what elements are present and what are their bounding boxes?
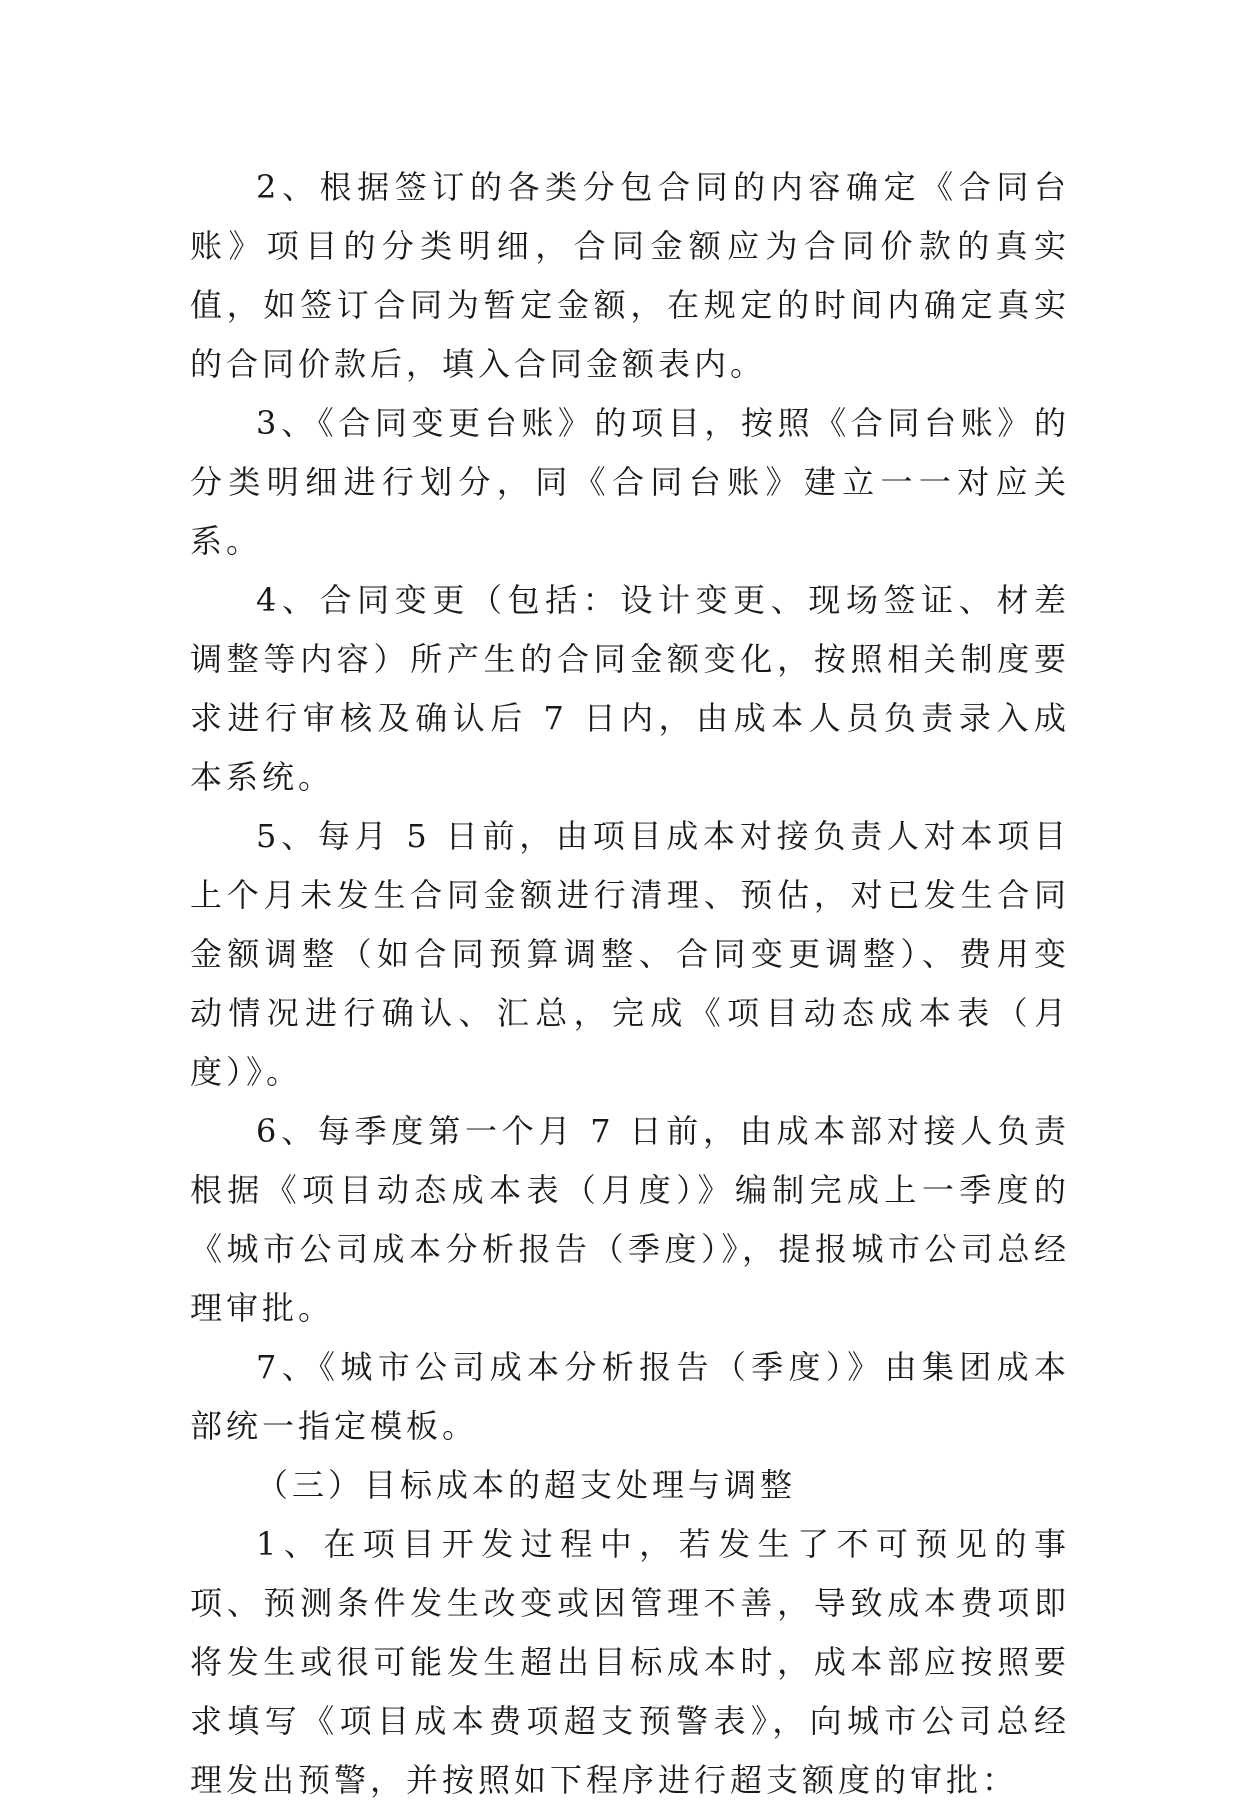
paragraph-overrun-warning: 1、在项目开发过程中，若发生了不可预见的事项、预测条件发生改变或因管理不善，导致成本费项即将发生或很可能发生超出目标成本时，成本部应按照要求填写《项目成本费项超支预警表》，向城市公司总经理发出预警，并按照如下程序进行超支额度的审批： xyxy=(190,1525,1070,1799)
paragraph-contract-ledger: 2、根据签订的各类分包合同的内容确定《合同台账》项目的分类明细，合同金额应为合同价款的真实值，如签订合同为暂定金额，在规定的时间内确定真实的合同价款后，填入合同金额表内。 xyxy=(190,168,1070,383)
document-body xyxy=(190,158,1070,1810)
paragraph-contract-change-ledger: 3、《合同变更台账》的项目，按照《合同台账》的分类明细进行划分，同《合同台账》建立一一对应关系。 xyxy=(190,404,1070,560)
paragraph-monthly-cost-review: 5、每月 5 日前，由项目成本对接负责人对本项目上个月未发生合同金额进行清理、预估，对已发生合同金额调整（如合同预算调整、合同变更调整）、费用变动情况进行确认、汇总，完成《项目动态成本表（月度）》。 xyxy=(190,817,1070,1091)
section-heading-overrun: （三）目标成本的超支处理与调整 xyxy=(256,1466,797,1504)
paragraph-quarterly-report: 6、每季度第一个月 7 日前，由成本部对接人负责根据《项目动态成本表（月度）》编制完成上一季度的《城市公司成本分析报告（季度）》，提报城市公司总经理审批。 xyxy=(190,1112,1070,1327)
paragraph-report-template: 7、《城市公司成本分析报告（季度）》由集团成本部统一指定模板。 xyxy=(190,1348,1070,1445)
paragraph-contract-change-entry: 4、合同变更（包括：设计变更、现场签证、材差调整等内容）所产生的合同金额变化，按照相关制度要求进行审核及确认后 7 日内，由成本人员负责录入成本系统。 xyxy=(190,581,1070,796)
